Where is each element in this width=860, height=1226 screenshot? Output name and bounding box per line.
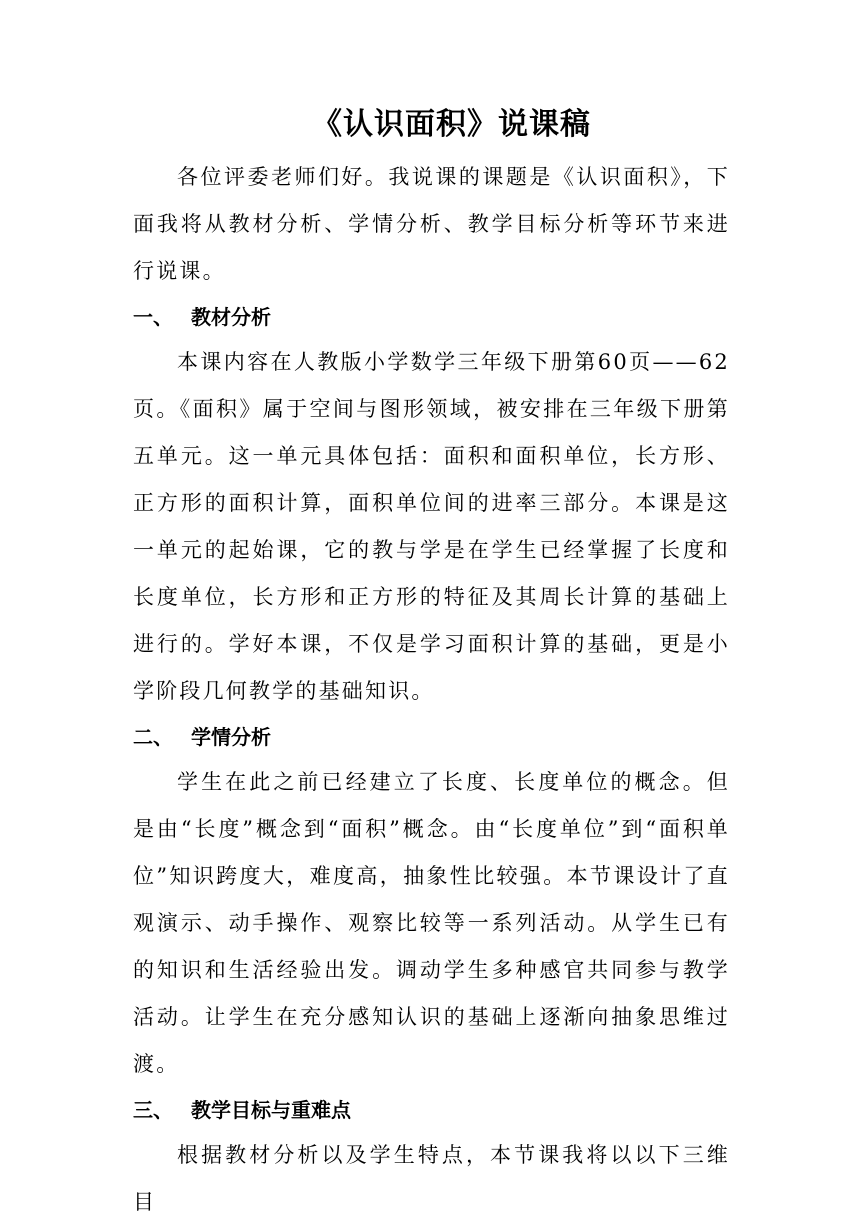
section-heading-1: [133, 295, 730, 339]
document-title: 《认识面积》说课稿: [312, 107, 591, 142]
section-title-1: 教材分析: [191, 305, 271, 329]
section-number-3: 三、: [133, 1098, 173, 1122]
intro-paragraph: 各位评委老师们好。我说课的课题是《认识面积》，下面我将从教材分析、学情分析、教学目标分析等环节来进行说课。: [133, 165, 730, 283]
section-number-2: 二、: [133, 725, 173, 749]
section-heading-2: [133, 715, 730, 759]
section-body-3: 根据教材分析以及学生特点，本节课我将以以下三维目: [133, 1143, 730, 1214]
section-number-1: 一、: [133, 305, 173, 329]
section-heading-3: [133, 1088, 730, 1132]
section-title-2: 学情分析: [191, 725, 271, 749]
document-page: [133, 98, 730, 1226]
section-body-1: 本课内容在人教版小学数学三年级下册第60页——62页。《面积》属于空间与图形领域，被安排在三年级下册第五单元。这一单元具体包括：面积和面积单位，长方形、正方形的面积计算，面积单位间的进率三部分。本课是这一单元的起始课，它的教与学是在学生已经掌握了长度和长度单位，长方形和正方形的特征及其周长计算的基础上进行的。学好本课，不仅是学习面积计算的基础，更是小学阶段几何教学的基础知识。: [133, 350, 730, 703]
section-body-2: 学生在此之前已经建立了长度、长度单位的概念。但是由“长度”概念到“面积”概念。由“长度单位”到“面积单位”知识跨度大，难度高，抽象性比较强。本节课设计了直观演示、动手操作、观察比较等一系列活动。从学生已有的知识和生活经验出发。调动学生多种感官共同参与教学活动。让学生在充分感知认识的基础上逐渐向抽象思维过渡。: [133, 770, 730, 1076]
section-title-3: 教学目标与重难点: [191, 1098, 351, 1122]
